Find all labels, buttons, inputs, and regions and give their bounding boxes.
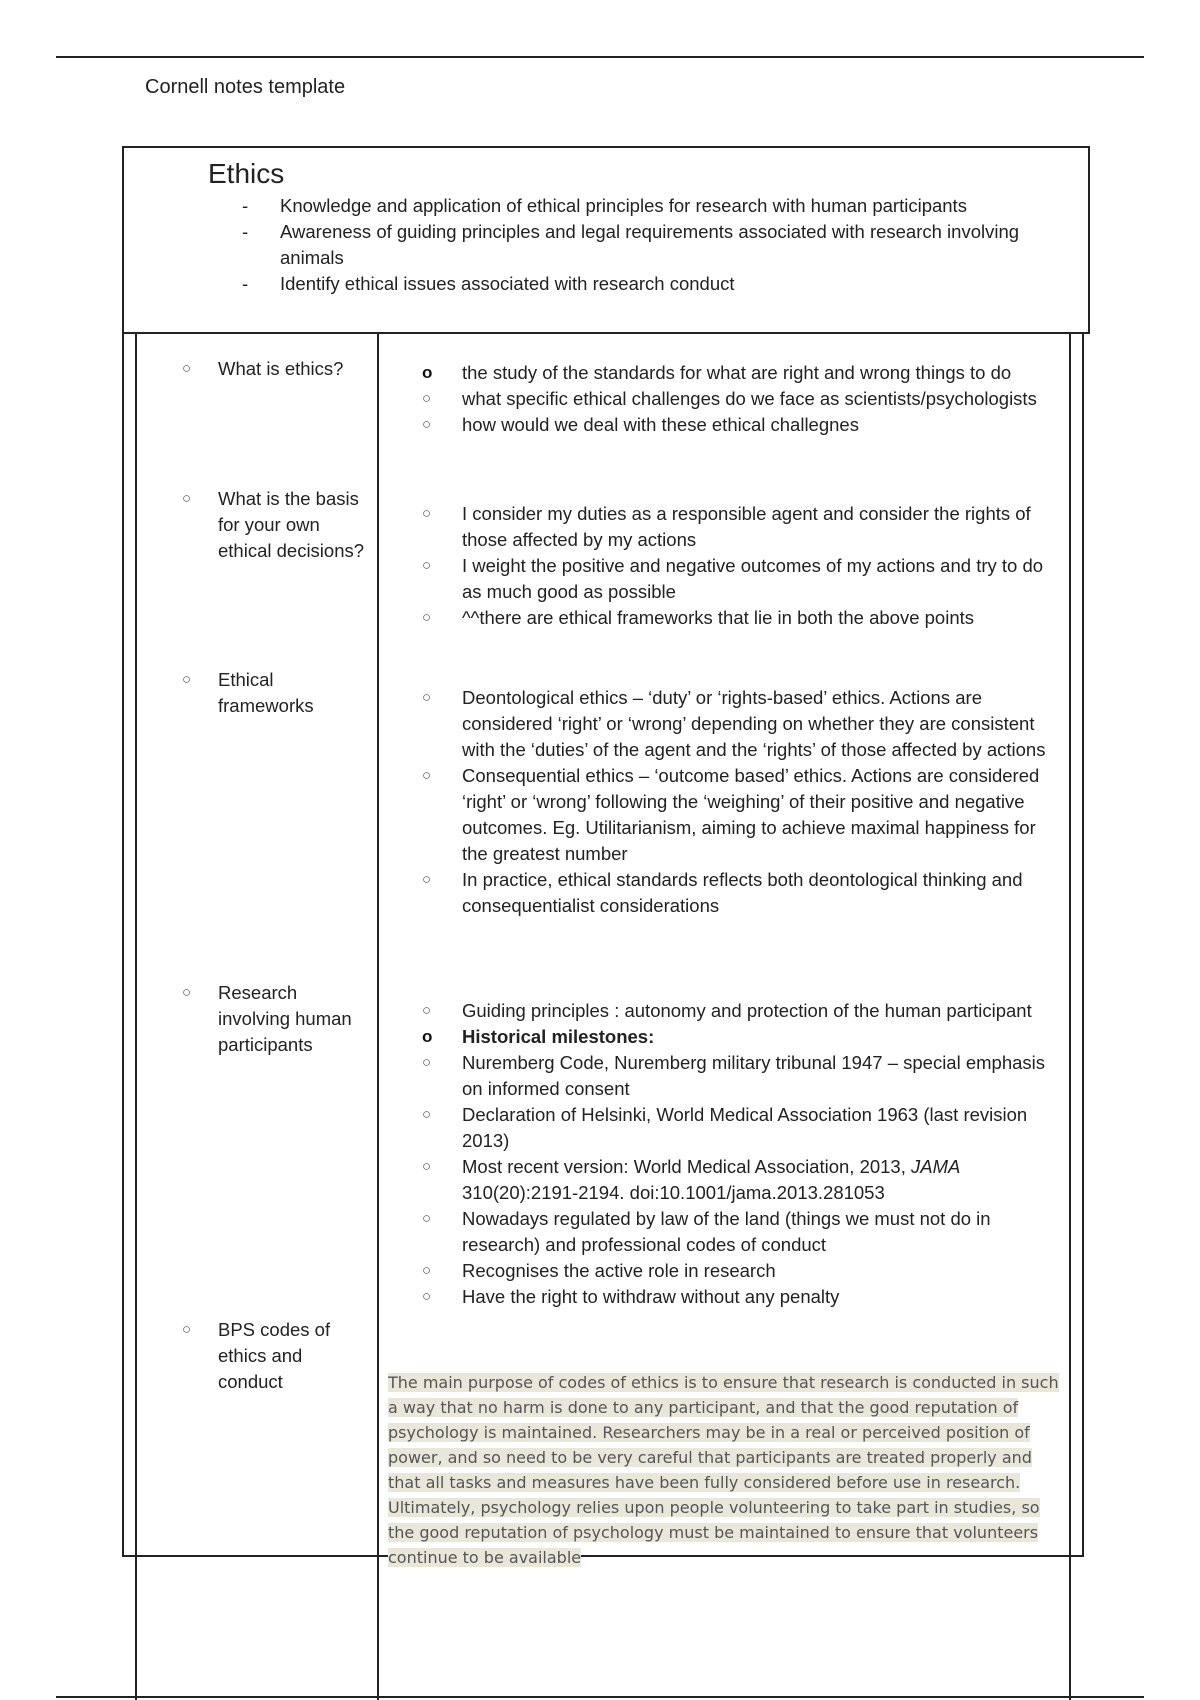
frame-outer-left — [122, 332, 124, 1557]
note-item: ○ Nowadays regulated by law of the land (things we must not do in research) and professional codes of conduct — [422, 1208, 991, 1255]
summary-text: The main purpose of codes of ethics is to ensure that research is conducted in such a way that no harm is done to any participant, and that the good reputation of psychology is maintained. Researchers may be in a real or perceived position of power, and so need to be very careful that participants are treated properly and that all tasks and measures have been fully considered before use in research. Ultimately, psychology relies upon people volunteering to take part in studies, so the good reputation of psychology must be maintained to ensure that volunteers continue to be available — [388, 1373, 1059, 1567]
circle-bullet-icon: ○ — [422, 1106, 432, 1123]
cue-basis-decisions: ○ What is the basis for your own ethical decisions? — [182, 488, 365, 561]
note-item: ○ Consequential ethics – ‘outcome based’ ethics. Actions are considered ‘right’ or ‘wrong’ following the ‘weighing’ of their positive and negative outcomes. Eg. Utilitarianism, aiming to achieve maximal happiness for the greatest number — [422, 765, 1040, 864]
cue-what-is-ethics: ○ What is ethics? — [182, 356, 372, 382]
note-item: ○ Declaration of Helsinki, World Medical Association 1963 (last revision 2013) — [422, 1104, 1028, 1151]
note-item: ○ ^^there are ethical frameworks that lie in both the above points — [422, 605, 1062, 631]
note-item: ○ Guiding principles : autonomy and protection of the human participant — [422, 998, 1062, 1024]
note-item: ○ Have the right to withdraw without any penalty — [422, 1284, 1062, 1310]
circle-bullet-icon: ○ — [182, 360, 192, 377]
frame-inner-right — [1069, 332, 1071, 1700]
circle-bullet-icon: ○ — [422, 416, 432, 433]
circle-bullet-icon: ○ — [422, 871, 432, 888]
circle-bullet-icon: ○ — [182, 671, 192, 688]
circle-bullet-icon: ○ — [422, 557, 432, 574]
note-item: o Historical milestones: — [422, 1024, 1062, 1050]
circle-bullet-icon: ○ — [422, 1002, 432, 1019]
circle-bullet-icon: ○ — [422, 390, 432, 407]
note-item: ○ how would we deal with these ethical challegnes — [422, 412, 1062, 438]
frame-outer-right — [1082, 332, 1084, 1557]
cue-human-participants: ○ Research involving human participants — [182, 982, 352, 1055]
note-item: ○ I weight the positive and negative outcomes of my actions and try to do as much good as possible — [422, 555, 1044, 602]
topic-title: Ethics — [208, 158, 285, 189]
dash-bullet-icon: - — [242, 195, 249, 216]
top-rule — [56, 56, 1144, 58]
note-item: ○ I consider my duties as a responsible agent and consider the rights of those affected by my actions — [422, 503, 1031, 550]
notes-human-participants — [422, 998, 1062, 1310]
note-item: ○ Most recent version: World Medical Association, 2013, JAMA 310(20):2191-2194. doi:10.1001/jama.2013.281053 — [422, 1156, 961, 1203]
frame-inner-left — [135, 332, 137, 1700]
circle-bullet-icon: ○ — [422, 1262, 432, 1279]
circle-bullet-icon: ○ — [422, 609, 432, 626]
journal-name: JAMA — [911, 1156, 961, 1177]
note-item: ○ Nuremberg Code, Nuremberg military tribunal 1947 – special emphasis on informed consent — [422, 1052, 1046, 1099]
circle-bullet-icon: ○ — [422, 689, 432, 706]
learning-goals — [240, 193, 1080, 297]
dash-bullet-icon: - — [242, 273, 249, 294]
note-item: o the study of the standards for what are right and wrong things to do — [422, 360, 1062, 386]
goal-item: - Identify ethical issues associated with research conduct — [240, 271, 1080, 297]
goal-item: - Knowledge and application of ethical principles for research with human participants — [240, 193, 1080, 219]
note-item: ○ Deontological ethics – ‘duty’ or ‘rights-based’ ethics. Actions are considered ‘right’ or ‘wrong’ depending on whether they are consistent with the ‘duties’ of the agent and the ‘rights’ of those affected by actions — [422, 687, 1046, 760]
circle-bullet-icon: ○ — [182, 1321, 192, 1338]
notes-basis-decisions — [422, 501, 1062, 631]
note-item: ○ Recognises the active role in research — [422, 1258, 1062, 1284]
bottom-rule — [56, 1696, 1144, 1698]
notes-what-is-ethics — [422, 360, 1062, 438]
circle-bullet-icon: ○ — [422, 1158, 432, 1175]
dash-bullet-icon: - — [242, 221, 249, 242]
circle-bullet-icon: ○ — [422, 1288, 432, 1305]
goal-item: - Awareness of guiding principles and legal requirements associated with research involving animals — [242, 221, 1020, 268]
circle-bullet-icon: ○ — [422, 505, 432, 522]
bold-bullet-icon: o — [422, 363, 433, 382]
circle-bullet-icon: ○ — [182, 984, 192, 1001]
note-item: ○ In practice, ethical standards reflects both deontological thinking and consequentialist considerations — [422, 869, 1023, 916]
cue-bps-codes: ○ BPS codes of ethics and conduct — [182, 1319, 331, 1392]
cue-ethical-frameworks: ○ Ethical frameworks — [182, 669, 314, 716]
bold-bullet-icon: o — [422, 1027, 433, 1046]
note-item: ○ what specific ethical challenges do we face as scientists/psychologists — [422, 386, 1062, 412]
doc-title: Cornell notes template — [145, 76, 346, 98]
circle-bullet-icon: ○ — [422, 1054, 432, 1071]
circle-bullet-icon: ○ — [182, 490, 192, 507]
column-divider — [377, 332, 379, 1700]
notes-ethical-frameworks — [422, 685, 1062, 919]
circle-bullet-icon: ○ — [422, 767, 432, 784]
summary-paragraph — [388, 1370, 1060, 1570]
circle-bullet-icon: ○ — [422, 1210, 432, 1227]
